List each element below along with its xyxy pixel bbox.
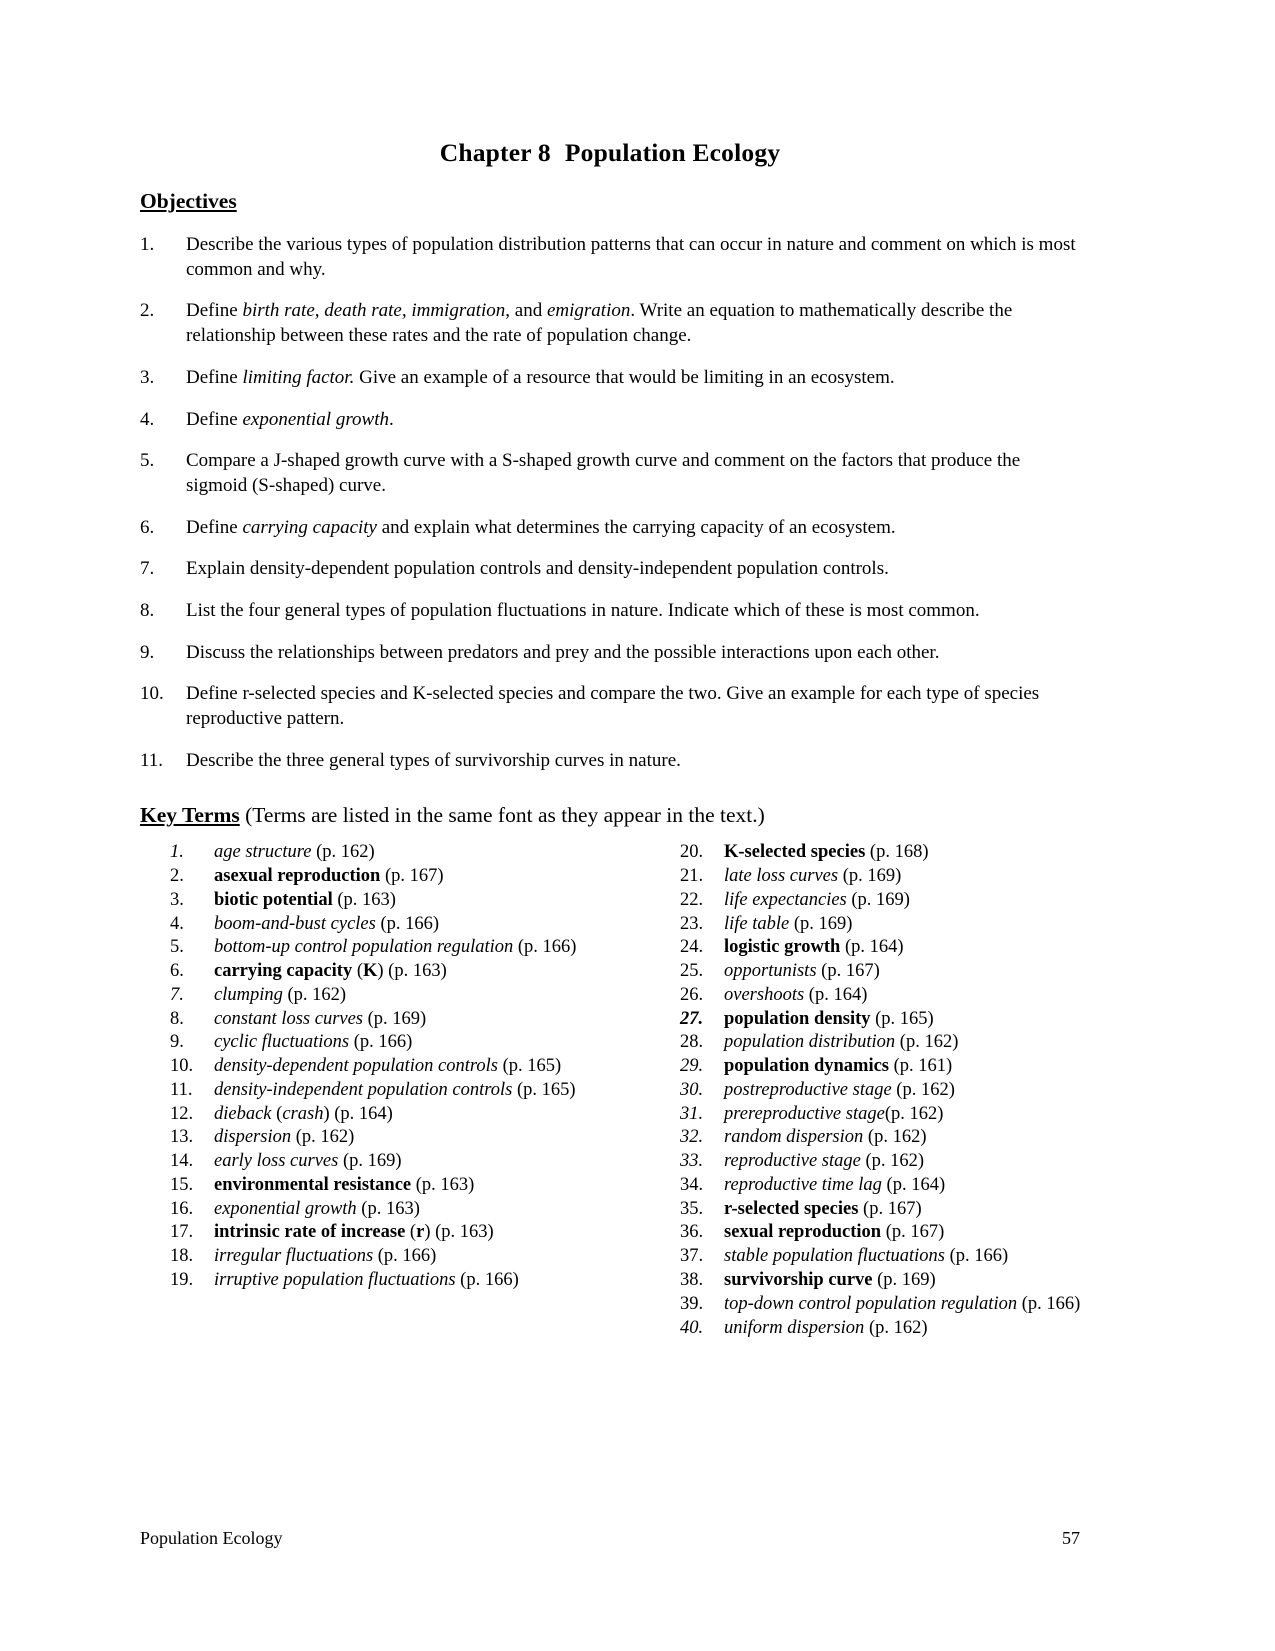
key-term-item: [170, 1055, 640, 1079]
key-term-text: [214, 1245, 640, 1269]
text-segment: ) (p. 163): [424, 1222, 494, 1243]
text-segment: (p. 166): [349, 1032, 413, 1053]
text-segment: Compare a J-shaped growth curve with a S-shaped growth curve and comment on the factors that produce the sigmoid (S-shaped) curve.: [186, 450, 1021, 496]
text-segment: reproductive stage: [724, 1151, 861, 1172]
text-segment: reproductive time lag: [724, 1174, 882, 1195]
text-segment: birth rate, death rate, immigration: [242, 300, 506, 322]
text-segment: survivorship curve: [724, 1270, 873, 1290]
key-term-number: 13.: [170, 1127, 194, 1148]
text-segment: (p. 163): [356, 1198, 420, 1219]
key-term-item: [170, 913, 640, 937]
text-segment: (p. 162): [291, 1127, 355, 1148]
objective-number: 5.: [140, 450, 155, 472]
text-segment: uniform dispersion: [724, 1317, 865, 1338]
title-subject: Population Ecology: [564, 138, 781, 167]
text-segment: constant loss curves: [214, 1008, 364, 1029]
text-segment: (p. 162): [282, 984, 347, 1005]
key-term-item: [680, 984, 1150, 1008]
key-term-text: [214, 1198, 640, 1222]
objective-item: [140, 641, 1080, 666]
key-term-item: [170, 1008, 640, 1032]
key-term-item: [170, 841, 640, 865]
text-segment: . Write an equation to mathematically describe the relationship between these rates and the rate of population change.: [186, 300, 1013, 347]
key-term-text: [724, 936, 1150, 960]
text-segment: overshoots: [724, 984, 805, 1005]
text-segment: limiting factor.: [242, 366, 355, 388]
key-term-text: [214, 1221, 640, 1245]
text-segment: Describe the various types of population distribution patterns that can occur in nature and comment on which is most common and why.: [186, 234, 1076, 280]
text-segment: (p. 165): [497, 1056, 562, 1077]
text-segment: (p. 169): [872, 1270, 936, 1290]
key-term-text: [724, 1245, 1150, 1269]
key-term-number: 22.: [680, 889, 704, 910]
key-term-text: [724, 1126, 1150, 1150]
text-segment: (p. 166): [944, 1246, 1009, 1267]
key-term-item: [680, 1055, 1150, 1079]
key-terms-label: Key Terms: [140, 803, 240, 828]
key-term-number: 23.: [680, 913, 704, 934]
text-segment: population distribution: [724, 1032, 896, 1053]
footer-chapter-name: Population Ecology: [140, 1528, 283, 1548]
key-term-item: [680, 1008, 1150, 1032]
text-segment: (p. 162): [895, 1032, 959, 1053]
key-term-number: 39.: [680, 1293, 704, 1314]
key-term-item: [680, 913, 1150, 937]
key-term-text: [724, 1008, 1150, 1032]
objective-item: [140, 408, 1080, 433]
key-term-item: [680, 865, 1150, 889]
footer-page-number: 57: [1062, 1528, 1080, 1548]
text-segment: (p. 169): [838, 865, 902, 886]
text-segment: (p. 167): [858, 1198, 922, 1219]
key-term-text: [724, 1317, 1150, 1341]
objective-text: [186, 233, 1080, 282]
text-segment: (p. 166): [455, 1270, 519, 1290]
text-segment: boom-and-bust cycles: [214, 913, 376, 934]
key-term-number: 32.: [680, 1127, 704, 1148]
key-term-item: [170, 1150, 640, 1174]
text-segment: exponential growth: [242, 408, 389, 430]
objective-item: [140, 682, 1080, 731]
key-term-number: 37.: [680, 1246, 704, 1267]
text-segment: age structure: [214, 842, 312, 863]
key-term-text: [724, 913, 1150, 937]
key-term-item: [170, 1103, 640, 1127]
key-term-text: [214, 889, 640, 913]
objective-text: [186, 682, 1080, 731]
key-terms-note: (Terms are listed in the same font as they appear in the text.): [245, 803, 765, 828]
key-terms-column-left: [170, 841, 640, 1340]
objective-item: [140, 599, 1080, 624]
key-term-item: [680, 1174, 1150, 1198]
key-term-text: [724, 841, 1150, 865]
text-segment: (p. 166): [373, 1246, 437, 1267]
key-term-number: 8.: [170, 1008, 184, 1029]
key-term-text: [214, 841, 640, 865]
key-term-text: [724, 960, 1150, 984]
text-segment: (p. 161): [889, 1056, 953, 1077]
key-term-number: 16.: [170, 1198, 194, 1219]
key-term-text: [724, 1174, 1150, 1198]
key-terms-heading: [140, 803, 1080, 829]
text-segment: density-independent population controls: [214, 1079, 513, 1100]
text-segment: (p. 169): [363, 1008, 427, 1029]
key-term-text: [214, 936, 640, 960]
key-term-item: [680, 1150, 1150, 1174]
key-term-text: [724, 1221, 1150, 1245]
text-segment: bottom-up control population regulation: [214, 937, 514, 958]
text-segment: biotic potential: [214, 889, 333, 910]
objectives-list: [140, 233, 1080, 773]
key-term-number: 34.: [680, 1174, 704, 1195]
key-term-text: [724, 984, 1150, 1008]
key-term-number: 26.: [680, 984, 704, 1005]
text-segment: (p. 162): [864, 1317, 928, 1338]
text-segment: dispersion: [214, 1127, 292, 1148]
key-term-item: [170, 1269, 640, 1293]
key-term-text: [214, 1269, 640, 1293]
key-term-item: [680, 1221, 1150, 1245]
objective-number: 1.: [140, 234, 155, 256]
text-segment: Discuss the relationships between predators and prey and the possible interactions upon each other.: [186, 641, 940, 663]
objective-text: [186, 449, 1080, 498]
text-segment: opportunists: [724, 961, 817, 982]
text-segment: (p. 169): [789, 913, 853, 934]
key-term-text: [214, 984, 640, 1008]
key-term-number: 40.: [680, 1317, 704, 1338]
key-term-item: [680, 1031, 1150, 1055]
key-term-text: [214, 960, 640, 984]
text-segment: Define: [186, 408, 243, 430]
key-term-item: [680, 1317, 1150, 1341]
key-term-number: 2.: [170, 865, 184, 886]
key-term-item: [680, 841, 1150, 865]
text-segment: Define: [186, 300, 243, 322]
key-term-text: [214, 1150, 640, 1174]
text-segment: clumping: [214, 984, 283, 1005]
objective-item: [140, 516, 1080, 541]
text-segment: and explain what determines the carrying capacity of an ecosystem.: [377, 516, 896, 538]
key-term-text: [214, 1008, 640, 1032]
key-term-number: 12.: [170, 1103, 194, 1124]
key-term-text: [214, 1174, 640, 1198]
text-segment: random dispersion: [724, 1127, 864, 1148]
key-term-number: 21.: [680, 865, 704, 886]
key-term-number: 14.: [170, 1151, 194, 1172]
text-segment: emigration: [546, 300, 631, 322]
text-segment: (p. 167): [881, 1222, 945, 1243]
text-segment: logistic growth: [724, 937, 841, 958]
objective-text: [186, 408, 1080, 433]
text-segment: Give an example of a resource that would be limiting in an ecosystem.: [354, 366, 895, 388]
key-term-number: 4.: [170, 913, 184, 934]
text-segment: (p. 162): [311, 842, 375, 863]
key-term-text: [724, 1293, 1150, 1317]
key-term-item: [170, 889, 640, 913]
key-term-number: 10.: [170, 1056, 194, 1077]
key-term-number: 17.: [170, 1222, 194, 1243]
text-segment: (: [352, 961, 363, 982]
text-segment: (p. 169): [846, 889, 910, 910]
text-segment: density-dependent population controls: [214, 1056, 498, 1077]
text-segment: (p. 162): [891, 1079, 955, 1100]
page-title: [140, 138, 1080, 167]
text-segment: (p. 166): [513, 937, 577, 958]
key-term-item: [170, 1079, 640, 1103]
text-segment: postreproductive stage: [724, 1079, 892, 1100]
page-content: [140, 138, 1080, 1340]
text-segment: intrinsic rate of increase: [214, 1222, 406, 1243]
key-term-item: [170, 1031, 640, 1055]
objective-number: 7.: [140, 558, 155, 580]
key-term-text: [214, 1031, 640, 1055]
key-term-number: 3.: [170, 889, 184, 910]
key-term-number: 1.: [170, 842, 184, 863]
key-term-text: [214, 865, 640, 889]
key-term-number: 20.: [680, 842, 704, 863]
text-segment: cyclic fluctuations: [214, 1032, 350, 1053]
text-segment: (p. 163): [411, 1174, 475, 1195]
objective-text: [186, 299, 1080, 348]
key-term-number: 7.: [170, 984, 184, 1005]
text-segment: late loss curves: [724, 865, 839, 886]
key-term-number: 11.: [170, 1079, 193, 1100]
key-term-number: 15.: [170, 1174, 194, 1195]
key-term-item: [680, 1079, 1150, 1103]
objective-number: 2.: [140, 300, 155, 322]
text-segment: Describe the three general types of survivorship curves in nature.: [186, 749, 681, 771]
text-segment: (p. 169): [338, 1151, 402, 1172]
key-term-number: 33.: [680, 1151, 704, 1172]
text-segment: (p. 167): [816, 961, 880, 982]
key-term-item: [680, 1245, 1150, 1269]
key-term-item: [680, 889, 1150, 913]
text-segment: (p. 165): [512, 1079, 576, 1100]
objectives-heading-row: [140, 189, 1080, 233]
key-term-text: [724, 1031, 1150, 1055]
key-term-item: [680, 1269, 1150, 1293]
key-term-text: [724, 1150, 1150, 1174]
objective-item: [140, 449, 1080, 498]
key-term-text: [214, 1103, 640, 1127]
objective-item: [140, 233, 1080, 282]
text-segment: , and: [505, 300, 547, 322]
key-term-number: 31.: [680, 1103, 704, 1124]
objective-number: 3.: [140, 366, 155, 388]
key-term-number: 25.: [680, 961, 704, 982]
text-segment: (p. 165): [870, 1008, 934, 1029]
key-term-item: [680, 1126, 1150, 1150]
objective-number: 4.: [140, 408, 155, 430]
key-term-item: [170, 1245, 640, 1269]
key-term-text: [724, 865, 1150, 889]
key-term-text: [724, 1103, 1150, 1127]
objective-item: [140, 366, 1080, 391]
text-segment: Define: [186, 516, 243, 538]
text-segment: population dynamics: [724, 1056, 890, 1077]
key-term-number: 24.: [680, 937, 704, 958]
text-segment: (p. 162): [863, 1127, 927, 1148]
text-segment: K-selected species: [724, 842, 866, 863]
text-segment: .: [388, 408, 394, 430]
key-term-text: [214, 913, 640, 937]
text-segment: crash: [282, 1103, 324, 1124]
text-segment: List the four general types of population fluctuations in nature. Indicate which of these is most common.: [186, 599, 980, 621]
text-segment: (p. 162): [860, 1151, 925, 1172]
key-term-item: [170, 936, 640, 960]
text-segment: (p. 167): [380, 865, 444, 886]
key-term-item: [170, 1126, 640, 1150]
objective-item: [140, 557, 1080, 582]
text-segment: life expectancies: [724, 889, 847, 910]
text-segment: (p. 166): [375, 913, 440, 934]
text-segment: sexual reproduction: [724, 1222, 882, 1243]
key-term-item: [170, 1221, 640, 1245]
key-term-item: [170, 984, 640, 1008]
text-segment: top-down control population regulation: [724, 1293, 1018, 1314]
text-segment: carrying capacity: [242, 516, 377, 538]
text-segment: K: [363, 961, 378, 982]
page-footer: [140, 1528, 1080, 1550]
key-term-item: [680, 960, 1150, 984]
key-term-item: [680, 1293, 1150, 1317]
text-segment: r: [416, 1222, 425, 1243]
text-segment: early loss curves: [214, 1151, 339, 1172]
text-segment: exponential growth: [214, 1198, 357, 1219]
text-segment: (p. 164): [881, 1174, 946, 1195]
key-term-number: 18.: [170, 1246, 194, 1267]
text-segment: irruptive population fluctuations: [214, 1270, 456, 1290]
key-term-item: [170, 865, 640, 889]
objective-item: [140, 299, 1080, 348]
key-term-item: [680, 1103, 1150, 1127]
title-chapter: Chapter 8: [439, 138, 551, 167]
key-term-text: [724, 1079, 1150, 1103]
objective-text: [186, 557, 1080, 582]
text-segment: asexual reproduction: [214, 865, 381, 886]
key-terms-column-right: [640, 841, 1150, 1340]
objective-item: [140, 749, 1080, 774]
text-segment: (: [405, 1222, 417, 1243]
text-segment: Explain density-dependent population controls and density-independent population controls.: [186, 558, 889, 580]
key-term-number: 35.: [680, 1198, 704, 1219]
key-term-text: [724, 1269, 1150, 1293]
key-term-number: 6.: [170, 961, 184, 982]
key-term-number: 19.: [170, 1270, 194, 1290]
objective-number: 10.: [140, 683, 164, 705]
objective-number: 8.: [140, 599, 155, 621]
key-term-item: [680, 1198, 1150, 1222]
text-segment: r-selected species: [724, 1198, 859, 1219]
key-term-item: [680, 936, 1150, 960]
objectives-heading: Objectives: [140, 189, 237, 214]
key-term-item: [170, 1198, 640, 1222]
key-term-number: 9.: [170, 1032, 184, 1053]
text-segment: dieback: [214, 1103, 272, 1124]
key-term-text: [214, 1126, 640, 1150]
text-segment: prereproductive stage: [724, 1103, 885, 1124]
key-term-text: [214, 1055, 640, 1079]
text-segment: ) (p. 164): [323, 1103, 393, 1124]
objective-text: [186, 749, 1080, 774]
text-segment: ) (p. 163): [377, 961, 447, 982]
objective-text: [186, 366, 1080, 391]
objective-number: 6.: [140, 516, 155, 538]
key-term-number: 30.: [680, 1079, 704, 1100]
objective-text: [186, 599, 1080, 624]
text-segment: population density: [724, 1008, 871, 1029]
objective-number: 9.: [140, 641, 155, 663]
text-segment: (p. 166): [1017, 1293, 1081, 1314]
key-term-number: 36.: [680, 1222, 704, 1243]
text-segment: Define r-selected species and K-selected species and compare the two. Give an example for each type of species reproductive pattern.: [186, 683, 1040, 730]
key-term-number: 27.: [680, 1008, 704, 1029]
key-term-text: [724, 1198, 1150, 1222]
text-segment: (p. 162): [884, 1103, 944, 1124]
key-term-number: 5.: [170, 937, 184, 958]
key-term-number: 38.: [680, 1270, 704, 1290]
objective-text: [186, 516, 1080, 541]
text-segment: (: [271, 1103, 283, 1124]
key-term-text: [214, 1079, 640, 1103]
text-segment: life table: [724, 913, 790, 934]
key-term-text: [724, 1055, 1150, 1079]
text-segment: carrying capacity: [214, 961, 353, 982]
key-term-item: [170, 960, 640, 984]
text-segment: stable population fluctuations: [724, 1246, 945, 1267]
key-terms-columns: [170, 841, 1080, 1340]
text-segment: environmental resistance: [214, 1174, 412, 1195]
key-term-number: 28.: [680, 1032, 704, 1053]
text-segment: irregular fluctuations: [214, 1246, 374, 1267]
key-term-number: 29.: [680, 1056, 704, 1077]
objective-text: [186, 641, 1080, 666]
text-segment: (p. 168): [865, 842, 929, 863]
key-term-item: [170, 1174, 640, 1198]
key-term-text: [724, 889, 1150, 913]
objective-number: 11.: [140, 749, 164, 771]
text-segment: (p. 163): [332, 889, 396, 910]
text-segment: Define: [186, 366, 243, 388]
text-segment: (p. 164): [840, 937, 904, 958]
text-segment: (p. 164): [804, 984, 868, 1005]
